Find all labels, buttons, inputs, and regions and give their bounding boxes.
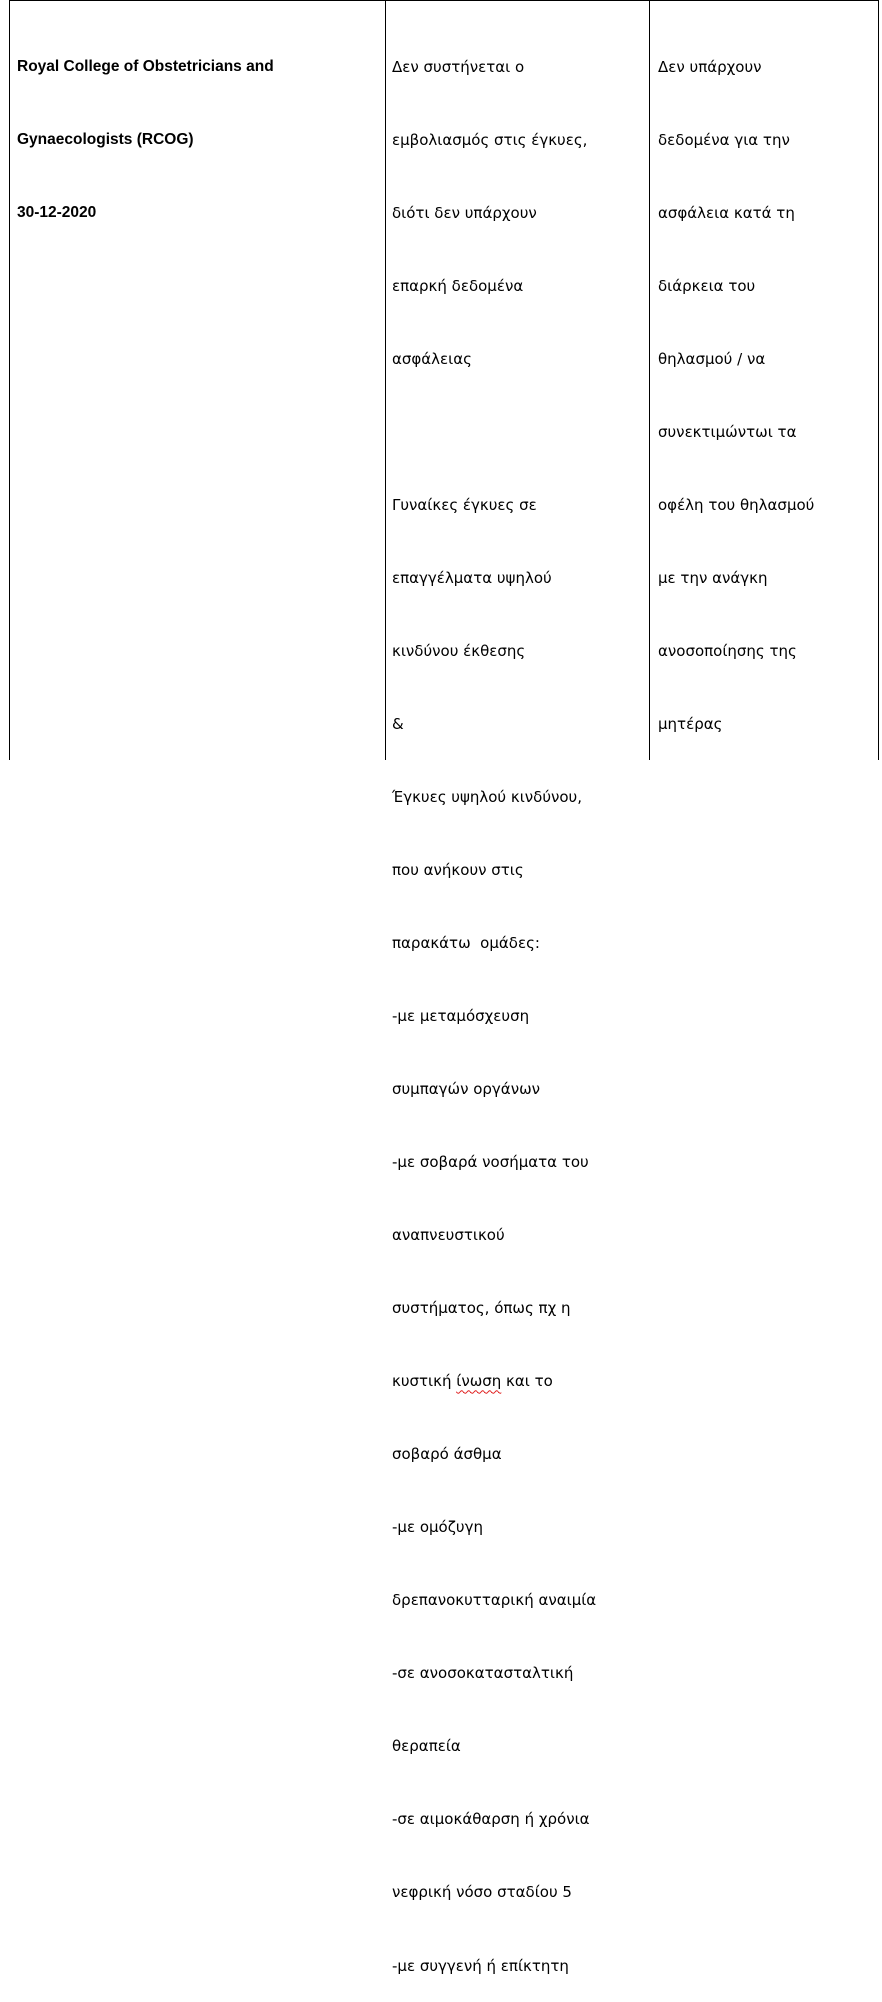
pregnancy-line: παρακάτω ομάδες: [392, 934, 540, 953]
pregnancy-line: Έγκυες υψηλού κινδύνου, [392, 788, 583, 806]
pregnancy-text [392, 6, 596, 2002]
pregnancy-line: -με συγγενή ή επίκτητη [392, 1956, 569, 1975]
breastfeeding-line: Δεν υπάρχουν [658, 57, 762, 76]
pregnancy-line: δρεπανοκυτταρική αναιμία [392, 1591, 597, 1610]
pregnancy-line: θεραπεία [392, 1737, 461, 1756]
pregnancy-line: που ανήκουν στις [392, 861, 524, 880]
pregnancy-line: επαγγέλματα υψηλού [392, 568, 552, 587]
pregnancy-line: ασφάλειας [392, 349, 472, 368]
pregnancy-line: -με μεταμόσχευση [392, 1007, 530, 1026]
pregnancy-line: -σε ανοσοκατασταλτική [392, 1664, 574, 1683]
breastfeeding-line: συνεκτιμώντωι τα [658, 422, 797, 441]
organization-date: 30-12-2020 [17, 203, 97, 221]
spellcheck-underlined-word: ίνωση [456, 1372, 502, 1391]
pregnancy-line: συμπαγών οργάνων [392, 1080, 541, 1099]
pregnancy-line: Γυναίκες έγκυες σε [392, 495, 537, 514]
pregnancy-line: αναπνευστικού [392, 1226, 505, 1245]
breastfeeding-line: μητέρας [658, 714, 723, 733]
cf-pre: κυστική [392, 1372, 457, 1391]
cf-post: και το [501, 1372, 553, 1391]
paragraph-spacer [392, 420, 596, 444]
organization-text [17, 6, 274, 249]
pregnancy-line: διότι δεν υπάρχουν [392, 203, 537, 222]
breastfeeding-line: ασφάλεια κατά τη [658, 203, 795, 222]
breastfeeding-text [658, 6, 814, 761]
breastfeeding-line: ανοσοποίησης της [658, 641, 797, 660]
pregnancy-line: -σε αιμοκάθαρση ή χρόνια [392, 1810, 590, 1829]
breastfeeding-line: διάρκεια του [658, 276, 756, 295]
pregnancy-line: συστήματος, όπως πχ η [392, 1299, 571, 1318]
breastfeeding-line: με την ανάγκη [658, 568, 768, 587]
breastfeeding-line: οφέλη του θηλασμού [658, 495, 815, 514]
pregnancy-line-cystic-fibrosis [392, 1369, 596, 1393]
pregnancy-line: -με σοβαρά νοσήματα του [392, 1153, 589, 1172]
breastfeeding-line: θηλασμού / να [658, 349, 766, 368]
pregnancy-line: Δεν συστήνεται ο [392, 57, 525, 76]
pregnancy-line: σοβαρό άσθμα [392, 1445, 502, 1464]
pregnancy-line: κινδύνου έκθεσης [392, 641, 526, 660]
pregnancy-line: & [392, 714, 404, 733]
organization-name-line1: Royal College of Obstetricians and [17, 57, 274, 75]
pregnancy-line: -με ομόζυγη [392, 1518, 483, 1537]
pregnancy-line: νεφρική νόσο σταδίου 5 [392, 1883, 572, 1902]
pregnancy-line: εμβολιασμός στις έγκυες, [392, 130, 588, 149]
pregnancy-line: επαρκή δεδομένα [392, 276, 524, 295]
organization-name-line2: Gynaecologists (RCOG) [17, 130, 194, 148]
breastfeeding-line: δεδομένα για την [658, 130, 790, 149]
